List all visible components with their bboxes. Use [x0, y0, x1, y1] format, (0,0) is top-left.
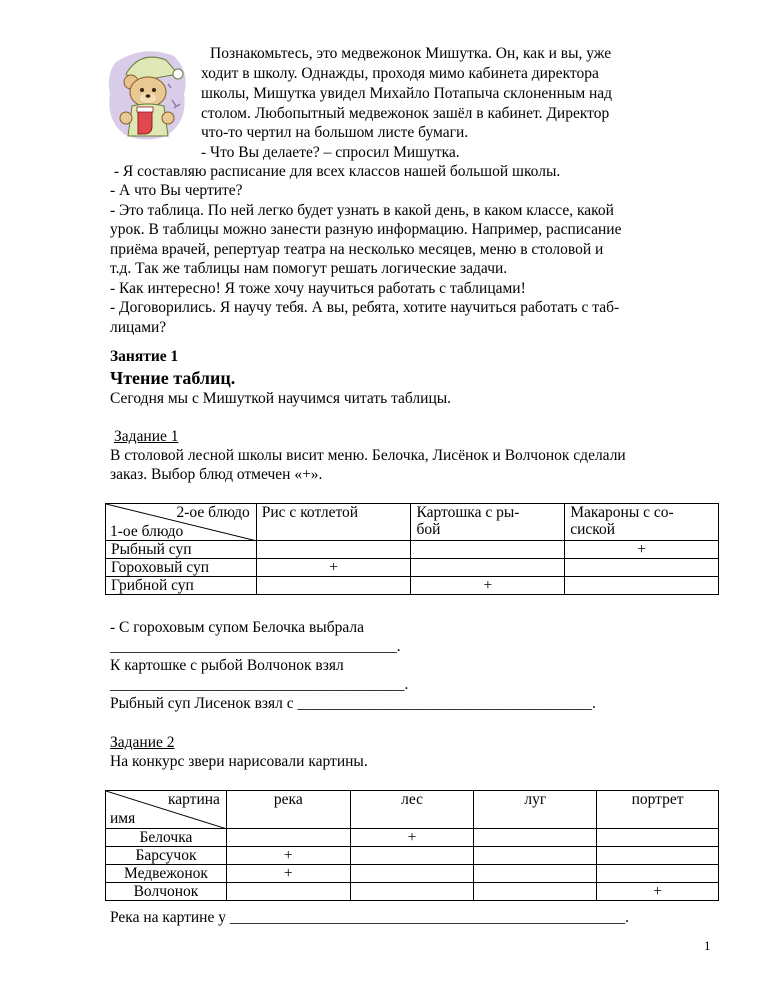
page-number: 1	[704, 938, 711, 953]
menu-col-header-2-line-2: бой	[416, 521, 441, 538]
task2-heading: Задание 2	[110, 734, 175, 751]
task1-question-2: К картошке с рыбой Волчонок взял	[110, 657, 344, 674]
lesson-label: Занятие 1	[110, 348, 179, 365]
menu-col-header-3-line-2: сиской	[570, 521, 616, 538]
intro-line-6: - Что Вы делаете? – спросил Мишутка.	[201, 144, 460, 161]
menu-cell	[565, 559, 719, 577]
intro-line-8: - А что Вы чертите?	[110, 182, 243, 199]
paintings-cell	[474, 847, 597, 865]
table-row	[106, 829, 719, 847]
table-row	[106, 847, 719, 865]
paintings-table-corner-cell	[106, 791, 227, 829]
menu-col-header-2-line-1: Картошка с ры-	[416, 504, 520, 521]
intro-line-9: - Это таблица. По ней легко будет узнать в какой день, в каком классе, какой	[110, 202, 614, 219]
table-row	[106, 541, 719, 559]
intro-line-2: ходит в школу. Однажды, проходя мимо кабинета директора	[201, 65, 599, 82]
paintings-cell	[597, 865, 719, 883]
task1-text-2: заказ. Выбор блюд отмечен «+».	[110, 466, 323, 483]
menu-cell	[411, 541, 565, 559]
menu-table-header-row	[106, 504, 719, 541]
lesson-subtitle: Сегодня мы с Мишуткой научимся читать таблицы.	[110, 390, 452, 407]
menu-corner-top: 2-ое блюдо	[176, 504, 250, 521]
paintings-col-header: лес	[350, 791, 474, 829]
table-row	[106, 883, 719, 901]
task1-question-3[interactable]: Рыбный суп Лисенок взял с ______________________________________.	[110, 695, 596, 712]
paintings-cell	[474, 883, 597, 901]
paintings-cell	[226, 829, 350, 847]
table-row	[106, 577, 719, 595]
table-row	[106, 865, 719, 883]
paintings-cell: +	[597, 883, 719, 901]
task1-question-1: - С гороховым супом Белочка выбрала	[110, 619, 364, 636]
intro-line-13: - Как интересно! Я тоже хочу научиться работать с таблицами!	[110, 280, 526, 297]
task1-heading: Задание 1	[114, 428, 179, 445]
menu-cell	[256, 577, 411, 595]
task2-text: На конкурс звери нарисовали картины.	[110, 753, 368, 770]
menu-cell	[565, 577, 719, 595]
task2-question-1[interactable]: Река на картине у ___________________________________________________.	[110, 909, 629, 926]
menu-table-corner-cell	[106, 504, 257, 541]
intro-line-14: - Договорились. Я научу тебя. А вы, ребята, хотите научиться работать с таб-	[110, 299, 620, 316]
teddy-bear-with-stocking-icon	[104, 44, 190, 144]
intro-line-11: приёма врачей, репертуар театра на несколько месяцев, меню в столовой и	[110, 241, 604, 258]
intro-line-1: Познакомьтесь, это медвежонок Мишутка. Он, как и вы, уже	[210, 45, 612, 62]
paintings-col-header: портрет	[597, 791, 719, 829]
paintings-col-header: луг	[474, 791, 597, 829]
task1-text-1: В столовой лесной школы висит меню. Белочка, Лисёнок и Волчонок сделали	[110, 447, 626, 464]
intro-line-3: школы, Мишутка увидел Михайло Потапыча склоненным над	[201, 85, 613, 102]
intro-line-10: урок. В таблицы можно занести разную информацию. Например, расписание	[110, 221, 622, 238]
paintings-row-label: Барсучок	[106, 847, 227, 865]
lesson-title: Чтение таблиц.	[110, 368, 236, 388]
menu-corner-bottom: 1-ое блюдо	[110, 523, 184, 540]
paintings-row-label: Волчонок	[106, 883, 227, 901]
paintings-row-label: Медвежонок	[106, 865, 227, 883]
paintings-table-header-row	[106, 791, 719, 829]
menu-row-label: Рыбный суп	[106, 541, 257, 559]
task1-answer-blank-2[interactable]: ______________________________________.	[110, 676, 409, 693]
menu-cell: +	[565, 541, 719, 559]
menu-table	[105, 503, 719, 595]
task1-answer-blank-1[interactable]: _____________________________________.	[110, 638, 401, 655]
paintings-col-header: река	[226, 791, 350, 829]
menu-cell: +	[411, 577, 565, 595]
paintings-cell	[350, 883, 474, 901]
menu-cell	[411, 559, 565, 577]
paintings-cell	[350, 865, 474, 883]
menu-col-header-3	[565, 504, 719, 541]
paintings-cell	[350, 847, 474, 865]
paintings-cell	[474, 829, 597, 847]
paintings-cell	[474, 865, 597, 883]
paintings-cell	[597, 829, 719, 847]
paintings-corner-top: картина	[167, 791, 220, 808]
menu-row-label: Гороховый суп	[106, 559, 257, 577]
intro-line-4: столом. Любопытный медвежонок зашёл в кабинет. Директор	[201, 105, 610, 122]
intro-line-5: что-то чертил на большом листе бумаги.	[201, 124, 469, 141]
paintings-cell: +	[226, 865, 350, 883]
paintings-table	[105, 790, 719, 901]
paintings-cell: +	[350, 829, 474, 847]
intro-line-7: - Я составляю расписание для всех классов нашей большой школы.	[110, 163, 561, 180]
paintings-cell: +	[226, 847, 350, 865]
menu-col-header-1	[256, 504, 411, 541]
intro-line-12: т.д. Так же таблицы нам помогут решать логические задачи.	[110, 260, 508, 277]
menu-row-label: Грибной суп	[106, 577, 257, 595]
intro-line-15: лицами?	[110, 319, 167, 336]
paintings-cell	[226, 883, 350, 901]
menu-col-header-3-line-1: Макароны с со-	[570, 504, 674, 521]
paintings-cell	[597, 847, 719, 865]
menu-col-header-1-text: Рис с котлетой	[261, 504, 359, 521]
paintings-corner-bottom: имя	[110, 810, 136, 827]
menu-cell: +	[256, 559, 411, 577]
paintings-row-label: Белочка	[106, 829, 227, 847]
menu-col-header-2	[411, 504, 565, 541]
menu-cell	[256, 541, 411, 559]
table-row	[106, 559, 719, 577]
